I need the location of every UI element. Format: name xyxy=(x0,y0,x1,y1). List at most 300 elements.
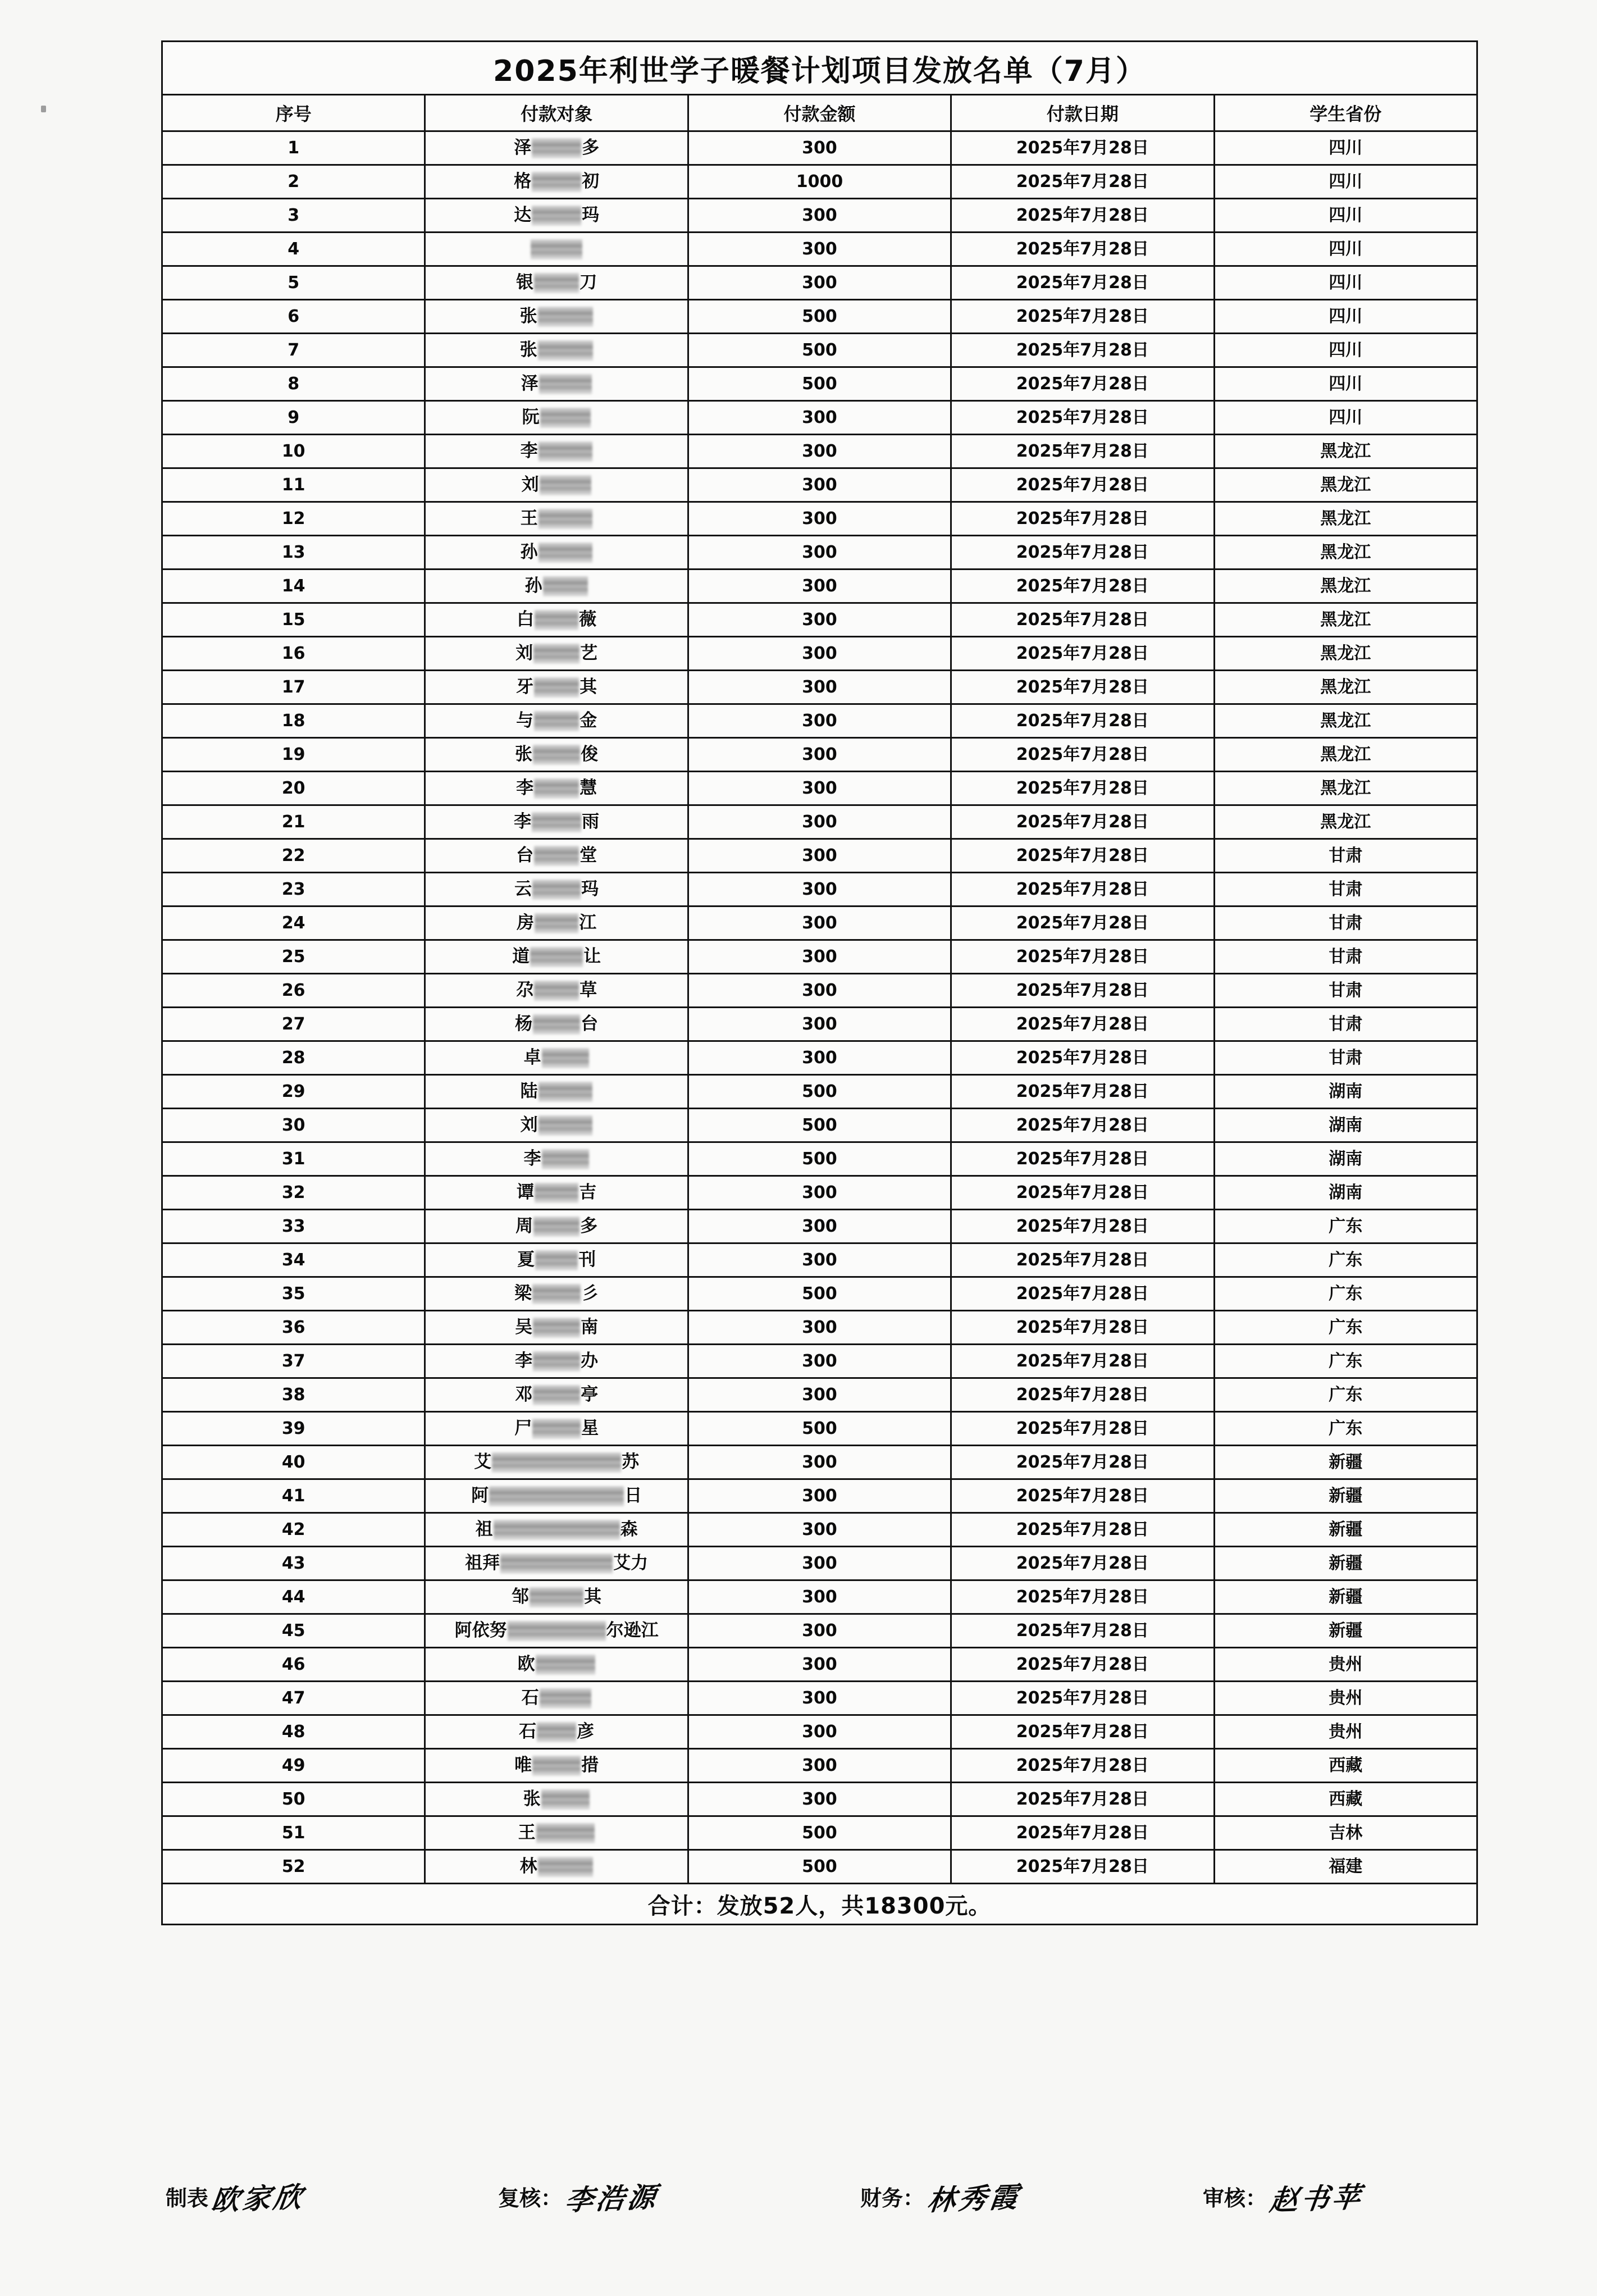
column-header-amount: 付款金额 xyxy=(688,95,951,131)
payee-redaction-block xyxy=(494,1520,620,1540)
payee-redaction-block xyxy=(539,509,592,529)
cell-index: 11 xyxy=(162,468,425,502)
payee-visible-prefix: 银 xyxy=(516,272,534,293)
table-row xyxy=(162,805,1477,839)
payee-redaction-block xyxy=(533,1351,580,1372)
payee-redaction-block xyxy=(532,812,581,832)
cell-date: 2025年7月28日 xyxy=(951,165,1214,199)
payee-visible-prefix: 泽 xyxy=(514,138,532,158)
cell-index: 15 xyxy=(162,603,425,637)
payee-redaction-block xyxy=(534,677,579,698)
cell-province: 黑龙江 xyxy=(1214,805,1477,839)
payee-visible-prefix: 刘 xyxy=(520,1115,538,1135)
cell-province: 甘肃 xyxy=(1214,1008,1477,1041)
cell-index: 18 xyxy=(162,704,425,738)
payee-visible-prefix: 阿依努 xyxy=(454,1620,507,1641)
cell-amount: 300 xyxy=(688,1311,951,1345)
payee-visible-prefix: 刘 xyxy=(515,643,533,663)
cell-payee-redacted xyxy=(425,435,688,468)
payee-redaction-block xyxy=(540,1688,591,1709)
signature-finance-label: 财务： xyxy=(860,2186,925,2211)
cell-payee-redacted xyxy=(425,1345,688,1378)
cell-payee-redacted xyxy=(425,1142,688,1176)
cell-payee-redacted xyxy=(425,165,688,199)
cell-payee-redacted xyxy=(425,940,688,974)
cell-index: 26 xyxy=(162,974,425,1008)
cell-payee-redacted xyxy=(425,1850,688,1884)
cell-province: 四川 xyxy=(1214,334,1477,367)
table-row xyxy=(162,1614,1477,1648)
cell-province: 四川 xyxy=(1214,199,1477,233)
cell-index: 30 xyxy=(162,1109,425,1142)
column-header-index: 序号 xyxy=(162,95,425,131)
cell-payee-redacted xyxy=(425,1682,688,1715)
table-row xyxy=(162,435,1477,468)
cell-index: 37 xyxy=(162,1345,425,1378)
cell-amount: 300 xyxy=(688,1446,951,1479)
table-row xyxy=(162,570,1477,603)
cell-payee-redacted xyxy=(425,873,688,906)
payee-redaction-block xyxy=(539,1082,592,1102)
payee-visible-suffix: 艺 xyxy=(580,643,598,663)
cell-date: 2025年7月28日 xyxy=(951,1816,1214,1850)
payee-redaction-block xyxy=(539,543,592,563)
payee-redaction-block xyxy=(539,441,592,462)
cell-date: 2025年7月28日 xyxy=(951,131,1214,165)
payee-redaction-block xyxy=(535,913,578,933)
document-title: 2025年利世学子暖餐计划项目发放名单（7月） xyxy=(162,42,1477,95)
payee-redaction-block xyxy=(540,475,591,495)
cell-index: 40 xyxy=(162,1446,425,1479)
table-row xyxy=(162,1311,1477,1345)
payee-visible-prefix: 孙 xyxy=(524,576,542,596)
signature-strip xyxy=(161,2179,1478,2263)
payee-visible-prefix: 与 xyxy=(516,710,534,731)
cell-province: 甘肃 xyxy=(1214,940,1477,974)
payee-visible-prefix: 阿 xyxy=(471,1486,489,1506)
cell-payee-redacted xyxy=(425,1075,688,1109)
cell-amount: 300 xyxy=(688,1041,951,1075)
cell-amount: 300 xyxy=(688,805,951,839)
payee-visible-prefix: 李 xyxy=(520,441,538,461)
cell-amount: 300 xyxy=(688,873,951,906)
cell-payee-redacted xyxy=(425,468,688,502)
cell-payee-redacted xyxy=(425,570,688,603)
payee-visible-suffix: 亭 xyxy=(581,1384,599,1405)
payee-visible-suffix: 措 xyxy=(581,1755,599,1775)
payee-visible-prefix: 李 xyxy=(515,1351,533,1371)
payee-visible-prefix: 邓 xyxy=(515,1384,533,1405)
payee-visible-suffix: 初 xyxy=(582,171,600,192)
cell-province: 黑龙江 xyxy=(1214,772,1477,805)
cell-date: 2025年7月28日 xyxy=(951,536,1214,570)
cell-date: 2025年7月28日 xyxy=(951,1580,1214,1614)
payee-redaction-block xyxy=(532,880,581,900)
cell-amount: 300 xyxy=(688,1682,951,1715)
cell-index: 17 xyxy=(162,671,425,704)
cell-province: 四川 xyxy=(1214,266,1477,300)
payee-visible-prefix: 邹 xyxy=(512,1587,530,1607)
signature-approver-name: 赵书苹 xyxy=(1268,2180,1366,2217)
payee-visible-prefix: 阮 xyxy=(522,407,540,427)
cell-amount: 300 xyxy=(688,1513,951,1547)
cell-date: 2025年7月28日 xyxy=(951,468,1214,502)
cell-payee-redacted xyxy=(425,1041,688,1075)
payee-redaction-block xyxy=(531,239,582,259)
cell-amount: 500 xyxy=(688,1142,951,1176)
cell-payee-redacted xyxy=(425,266,688,300)
table-row xyxy=(162,266,1477,300)
cell-amount: 300 xyxy=(688,772,951,805)
cell-province: 广东 xyxy=(1214,1378,1477,1412)
cell-date: 2025年7月28日 xyxy=(951,502,1214,536)
cell-date: 2025年7月28日 xyxy=(951,873,1214,906)
cell-index: 25 xyxy=(162,940,425,974)
cell-date: 2025年7月28日 xyxy=(951,1041,1214,1075)
cell-amount: 300 xyxy=(688,637,951,671)
cell-index: 16 xyxy=(162,637,425,671)
cell-date: 2025年7月28日 xyxy=(951,1142,1214,1176)
cell-date: 2025年7月28日 xyxy=(951,906,1214,940)
cell-date: 2025年7月28日 xyxy=(951,401,1214,435)
cell-amount: 300 xyxy=(688,199,951,233)
cell-date: 2025年7月28日 xyxy=(951,1446,1214,1479)
cell-index: 8 xyxy=(162,367,425,401)
cell-payee-redacted xyxy=(425,1816,688,1850)
cell-province: 四川 xyxy=(1214,300,1477,334)
cell-index: 10 xyxy=(162,435,425,468)
cell-payee-redacted xyxy=(425,1277,688,1311)
payee-redaction-block xyxy=(500,1554,613,1574)
cell-date: 2025年7月28日 xyxy=(951,1614,1214,1648)
cell-payee-redacted xyxy=(425,1783,688,1816)
table-row xyxy=(162,1715,1477,1749)
cell-index: 38 xyxy=(162,1378,425,1412)
cell-province: 黑龙江 xyxy=(1214,502,1477,536)
cell-amount: 500 xyxy=(688,1075,951,1109)
table-row xyxy=(162,165,1477,199)
table-row xyxy=(162,873,1477,906)
cell-amount: 300 xyxy=(688,940,951,974)
cell-province: 广东 xyxy=(1214,1277,1477,1311)
cell-index: 34 xyxy=(162,1243,425,1277)
table-total-row xyxy=(162,1884,1477,1925)
cell-payee-redacted xyxy=(425,805,688,839)
cell-payee-redacted xyxy=(425,906,688,940)
cell-date: 2025年7月28日 xyxy=(951,738,1214,772)
cell-date: 2025年7月28日 xyxy=(951,199,1214,233)
payee-visible-suffix: 玛 xyxy=(582,205,600,225)
payee-redaction-block xyxy=(533,745,580,765)
cell-province: 黑龙江 xyxy=(1214,738,1477,772)
cell-index: 28 xyxy=(162,1041,425,1075)
cell-date: 2025年7月28日 xyxy=(951,1749,1214,1783)
cell-province: 西藏 xyxy=(1214,1749,1477,1783)
payee-redaction-block xyxy=(541,1789,590,1810)
payee-visible-suffix: 南 xyxy=(581,1317,599,1337)
payee-visible-suffix: 办 xyxy=(581,1351,599,1371)
table-row xyxy=(162,1513,1477,1547)
cell-date: 2025年7月28日 xyxy=(951,570,1214,603)
cell-province: 黑龙江 xyxy=(1214,603,1477,637)
payee-visible-prefix: 李 xyxy=(516,778,534,798)
cell-index: 33 xyxy=(162,1210,425,1243)
cell-province: 新疆 xyxy=(1214,1479,1477,1513)
payee-redaction-block xyxy=(534,711,579,731)
payee-visible-prefix: 尸 xyxy=(514,1418,532,1438)
cell-date: 2025年7月28日 xyxy=(951,671,1214,704)
table-row xyxy=(162,1648,1477,1682)
signature-preparer-name: 欧家欣 xyxy=(209,2180,307,2217)
payee-redaction-block xyxy=(539,1115,592,1136)
payee-visible-prefix: 周 xyxy=(515,1216,533,1236)
payee-visible-prefix: 牙 xyxy=(516,677,534,697)
table-row xyxy=(162,1109,1477,1142)
cell-amount: 300 xyxy=(688,839,951,873)
cell-index: 14 xyxy=(162,570,425,603)
payment-roster-table xyxy=(161,40,1478,1925)
table-row xyxy=(162,772,1477,805)
cell-date: 2025年7月28日 xyxy=(951,772,1214,805)
signature-preparer-label: 制表 xyxy=(166,2186,209,2211)
payee-visible-prefix: 李 xyxy=(523,1149,541,1169)
cell-index: 48 xyxy=(162,1715,425,1749)
table-row xyxy=(162,603,1477,637)
cell-date: 2025年7月28日 xyxy=(951,1109,1214,1142)
cell-province: 新疆 xyxy=(1214,1580,1477,1614)
cell-payee-redacted xyxy=(425,974,688,1008)
cell-payee-redacted xyxy=(425,1008,688,1041)
payee-redaction-block xyxy=(535,1183,578,1203)
cell-amount: 300 xyxy=(688,704,951,738)
payee-visible-suffix: 苏 xyxy=(622,1452,640,1472)
signature-approver xyxy=(1203,2180,1366,2217)
payee-redaction-block xyxy=(532,1756,581,1776)
table-row xyxy=(162,704,1477,738)
payee-redaction-block xyxy=(533,644,580,664)
payee-visible-suffix: 刊 xyxy=(578,1250,596,1270)
signature-preparer xyxy=(166,2180,307,2217)
cell-payee-redacted xyxy=(425,704,688,738)
cell-index: 27 xyxy=(162,1008,425,1041)
signature-finance-name: 林秀霞 xyxy=(925,2180,1023,2217)
cell-date: 2025年7月28日 xyxy=(951,266,1214,300)
payee-redaction-block xyxy=(533,1014,580,1035)
cell-date: 2025年7月28日 xyxy=(951,1311,1214,1345)
cell-amount: 500 xyxy=(688,1816,951,1850)
cell-date: 2025年7月28日 xyxy=(951,1715,1214,1749)
cell-payee-redacted xyxy=(425,1614,688,1648)
table-row xyxy=(162,131,1477,165)
cell-payee-redacted xyxy=(425,1547,688,1580)
cell-province: 贵州 xyxy=(1214,1682,1477,1715)
cell-amount: 500 xyxy=(688,1850,951,1884)
payee-visible-prefix: 唯 xyxy=(514,1755,532,1775)
cell-index: 9 xyxy=(162,401,425,435)
payee-visible-prefix: 孙 xyxy=(520,542,538,562)
cell-amount: 300 xyxy=(688,1648,951,1682)
payee-visible-suffix: 雨 xyxy=(582,812,600,832)
table-row xyxy=(162,1682,1477,1715)
cell-amount: 300 xyxy=(688,233,951,266)
cell-date: 2025年7月28日 xyxy=(951,1277,1214,1311)
payee-redaction-block xyxy=(542,1149,589,1169)
cell-date: 2025年7月28日 xyxy=(951,367,1214,401)
cell-index: 47 xyxy=(162,1682,425,1715)
cell-payee-redacted xyxy=(425,1715,688,1749)
cell-index: 1 xyxy=(162,131,425,165)
cell-payee-redacted xyxy=(425,839,688,873)
table-row xyxy=(162,300,1477,334)
cell-amount: 300 xyxy=(688,1378,951,1412)
cell-province: 广东 xyxy=(1214,1345,1477,1378)
cell-amount: 300 xyxy=(688,1243,951,1277)
cell-amount: 300 xyxy=(688,738,951,772)
cell-payee-redacted xyxy=(425,1513,688,1547)
table-row xyxy=(162,1008,1477,1041)
signature-approver-label: 审核： xyxy=(1203,2186,1267,2211)
payee-visible-prefix: 王 xyxy=(520,508,538,529)
cell-index: 51 xyxy=(162,1816,425,1850)
cell-date: 2025年7月28日 xyxy=(951,805,1214,839)
cell-amount: 500 xyxy=(688,300,951,334)
table-row xyxy=(162,1345,1477,1378)
cell-date: 2025年7月28日 xyxy=(951,1075,1214,1109)
table-row xyxy=(162,502,1477,536)
payee-visible-prefix: 梁 xyxy=(514,1283,532,1304)
cell-date: 2025年7月28日 xyxy=(951,1850,1214,1884)
cell-date: 2025年7月28日 xyxy=(951,1479,1214,1513)
cell-amount: 500 xyxy=(688,334,951,367)
cell-payee-redacted xyxy=(425,1176,688,1210)
cell-date: 2025年7月28日 xyxy=(951,1682,1214,1715)
cell-date: 2025年7月28日 xyxy=(951,1783,1214,1816)
cell-index: 52 xyxy=(162,1850,425,1884)
cell-payee-redacted xyxy=(425,637,688,671)
payee-visible-prefix: 艾 xyxy=(474,1452,492,1472)
cell-province: 黑龙江 xyxy=(1214,468,1477,502)
table-row xyxy=(162,401,1477,435)
cell-date: 2025年7月28日 xyxy=(951,704,1214,738)
payee-visible-suffix: 金 xyxy=(580,710,597,731)
cell-province: 广东 xyxy=(1214,1243,1477,1277)
payee-visible-suffix: 彡 xyxy=(581,1283,599,1304)
cell-index: 31 xyxy=(162,1142,425,1176)
cell-date: 2025年7月28日 xyxy=(951,974,1214,1008)
cell-province: 湖南 xyxy=(1214,1142,1477,1176)
cell-province: 福建 xyxy=(1214,1850,1477,1884)
cell-amount: 300 xyxy=(688,570,951,603)
cell-province: 黑龙江 xyxy=(1214,704,1477,738)
cell-payee-redacted xyxy=(425,1210,688,1243)
table-row xyxy=(162,1749,1477,1783)
cell-date: 2025年7月28日 xyxy=(951,233,1214,266)
cell-index: 46 xyxy=(162,1648,425,1682)
cell-amount: 300 xyxy=(688,1614,951,1648)
cell-payee-redacted xyxy=(425,1109,688,1142)
payee-redaction-block xyxy=(539,374,592,394)
table-row xyxy=(162,1378,1477,1412)
cell-amount: 300 xyxy=(688,1749,951,1783)
payee-visible-prefix: 张 xyxy=(519,340,537,360)
cell-amount: 300 xyxy=(688,1008,951,1041)
table-row xyxy=(162,367,1477,401)
column-header-province: 学生省份 xyxy=(1214,95,1477,131)
payee-visible-prefix: 祖 xyxy=(475,1519,493,1539)
cell-date: 2025年7月28日 xyxy=(951,1345,1214,1378)
table-row xyxy=(162,839,1477,873)
cell-index: 44 xyxy=(162,1580,425,1614)
cell-index: 2 xyxy=(162,165,425,199)
cell-date: 2025年7月28日 xyxy=(951,1547,1214,1580)
payee-visible-prefix: 欧 xyxy=(517,1654,535,1674)
payee-visible-prefix: 尕 xyxy=(516,980,534,1000)
table-row xyxy=(162,1412,1477,1446)
payee-visible-suffix: 多 xyxy=(582,138,600,158)
cell-amount: 300 xyxy=(688,1210,951,1243)
cell-province: 贵州 xyxy=(1214,1648,1477,1682)
payee-redaction-block xyxy=(532,1419,581,1439)
payee-visible-prefix: 道 xyxy=(512,946,530,967)
cell-amount: 300 xyxy=(688,671,951,704)
cell-index: 20 xyxy=(162,772,425,805)
cell-province: 四川 xyxy=(1214,165,1477,199)
cell-index: 6 xyxy=(162,300,425,334)
payee-visible-suffix: 吉 xyxy=(579,1182,597,1202)
payee-redaction-block xyxy=(534,778,579,799)
cell-amount: 300 xyxy=(688,1479,951,1513)
payee-redaction-block xyxy=(537,1722,576,1742)
cell-province: 四川 xyxy=(1214,367,1477,401)
cell-amount: 500 xyxy=(688,367,951,401)
cell-index: 50 xyxy=(162,1783,425,1816)
cell-amount: 500 xyxy=(688,1109,951,1142)
cell-amount: 300 xyxy=(688,131,951,165)
payee-redaction-block xyxy=(532,1284,581,1304)
cell-payee-redacted xyxy=(425,603,688,637)
column-header-payee: 付款对象 xyxy=(425,95,688,131)
cell-index: 3 xyxy=(162,199,425,233)
payee-visible-suffix: 台 xyxy=(581,1014,599,1034)
payee-visible-suffix: 尔逊江 xyxy=(606,1620,659,1641)
total-summary: 合计：发放52人，共18300元。 xyxy=(162,1884,1477,1925)
cell-date: 2025年7月28日 xyxy=(951,1008,1214,1041)
payee-visible-prefix: 张 xyxy=(519,306,537,326)
cell-payee-redacted xyxy=(425,738,688,772)
cell-index: 43 xyxy=(162,1547,425,1580)
cell-amount: 300 xyxy=(688,1580,951,1614)
payee-redaction-block xyxy=(533,1318,580,1338)
cell-date: 2025年7月28日 xyxy=(951,1210,1214,1243)
cell-province: 湖南 xyxy=(1214,1075,1477,1109)
cell-province: 西藏 xyxy=(1214,1783,1477,1816)
cell-province: 四川 xyxy=(1214,233,1477,266)
payee-redaction-block xyxy=(538,1857,593,1877)
table-header-row xyxy=(162,95,1477,131)
payee-visible-prefix: 吴 xyxy=(515,1317,533,1337)
payee-redaction-block xyxy=(535,1250,578,1270)
cell-date: 2025年7月28日 xyxy=(951,1176,1214,1210)
cell-amount: 300 xyxy=(688,435,951,468)
cell-index: 21 xyxy=(162,805,425,839)
payee-redaction-block xyxy=(532,172,581,192)
table-row xyxy=(162,1479,1477,1513)
cell-payee-redacted xyxy=(425,502,688,536)
payee-visible-suffix: 玛 xyxy=(581,879,599,899)
payee-redaction-block xyxy=(534,273,579,293)
table-row xyxy=(162,671,1477,704)
cell-province: 新疆 xyxy=(1214,1446,1477,1479)
